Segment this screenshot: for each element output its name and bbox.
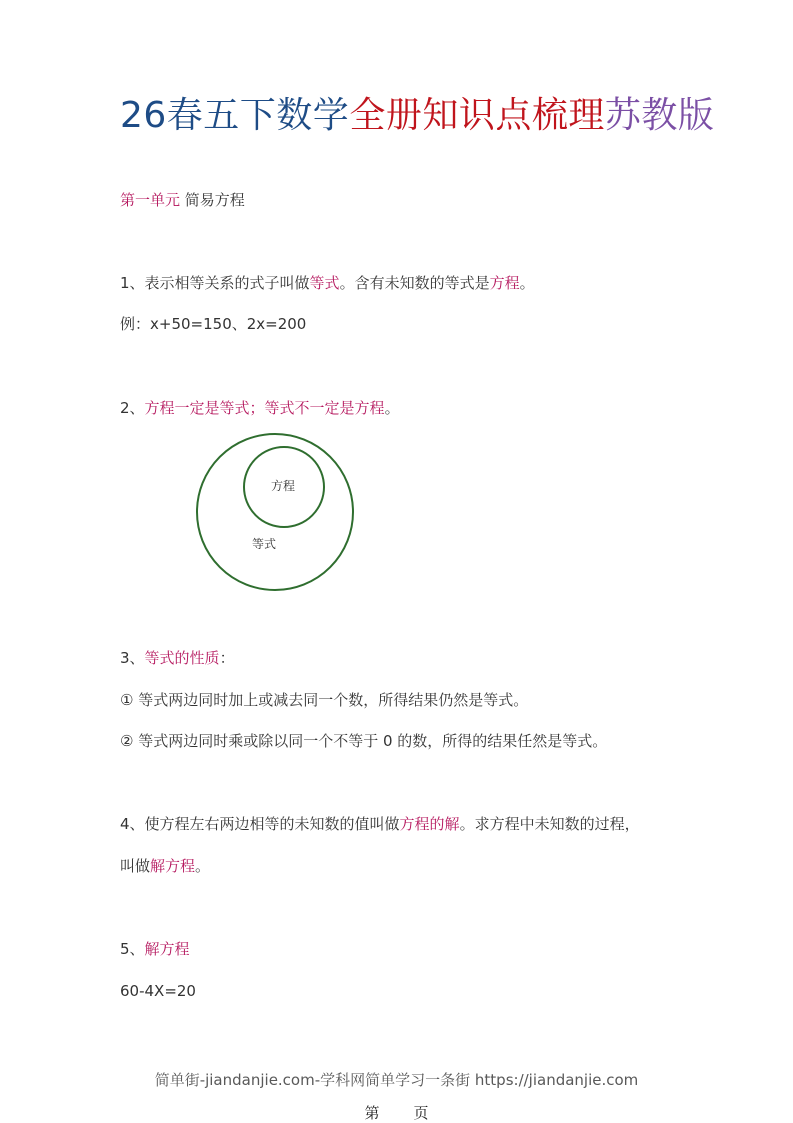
point-5: [120, 938, 190, 960]
outer-circle-label: 等式: [251, 537, 277, 551]
point-4-text-f: 。: [195, 857, 211, 875]
title-part-topic: 全册知识点梳理: [349, 95, 605, 136]
point-3-heading: 等式的性质: [144, 649, 220, 667]
venn-diagram: [192, 430, 420, 596]
point-2-number: 2、: [120, 399, 145, 417]
property-rule-1: ① 等式两边同时加上或减去同一个数，所得结果仍然是等式。: [120, 691, 529, 709]
point-1-text-e: 。: [519, 274, 535, 292]
equation-line: 60-4X=20: [120, 982, 196, 1000]
page-label-suffix: 页: [413, 1104, 429, 1122]
property-rule-2: ② 等式两边同时乘或除以同一个不等于 0 的数，所得的结果任然是等式。: [120, 732, 608, 750]
unit-label: 第一单元: [120, 191, 181, 209]
page-number-label: [0, 1103, 793, 1123]
point-1: [120, 272, 535, 294]
point-1-term-equation: 等式: [309, 274, 340, 292]
title-part-grade: 26春五下数学: [120, 95, 350, 136]
point-1-text-c: 。含有未知数的等式是: [339, 274, 490, 292]
point-3-number: 3、: [120, 649, 145, 667]
point-4-text-c: 。求方程中未知数的过程，: [459, 815, 640, 833]
point-5-heading: 解方程: [144, 940, 190, 958]
point-5-number: 5、: [120, 940, 145, 958]
point-4-line-1: [120, 813, 640, 835]
page-label-prefix: 第: [364, 1104, 380, 1122]
diagram-background: [192, 430, 420, 596]
point-2-statement: 方程一定是等式；等式不一定是方程: [144, 399, 385, 417]
document-title: [120, 92, 714, 140]
point-1-text-a: 1、表示相等关系的式子叫做: [120, 274, 310, 292]
unit-name: 简易方程: [180, 191, 245, 209]
title-part-edition: 苏教版: [604, 95, 715, 136]
point-2-period: 。: [384, 399, 400, 417]
point-3-colon: ：: [219, 649, 235, 667]
point-4-term-solution: 方程的解: [399, 815, 460, 833]
point-1-term-fangcheng: 方程: [489, 274, 520, 292]
point-4-text-d: 叫做: [120, 857, 151, 875]
inner-circle-label: 方程: [270, 479, 296, 493]
example-line: 例：x+50=150、2x=200: [120, 315, 307, 333]
footer-source: 简单街-jiandanjie.com-学科网简单学习一条街 https://jiandanjie.com: [154, 1071, 639, 1089]
point-2: [120, 397, 400, 419]
point-4-term-solving: 解方程: [150, 857, 196, 875]
point-3: [120, 647, 235, 669]
point-4-line-2: [120, 855, 210, 877]
point-4-text-a: 4、使方程左右两边相等的未知数的值叫做: [120, 815, 400, 833]
unit-heading: [120, 189, 245, 211]
